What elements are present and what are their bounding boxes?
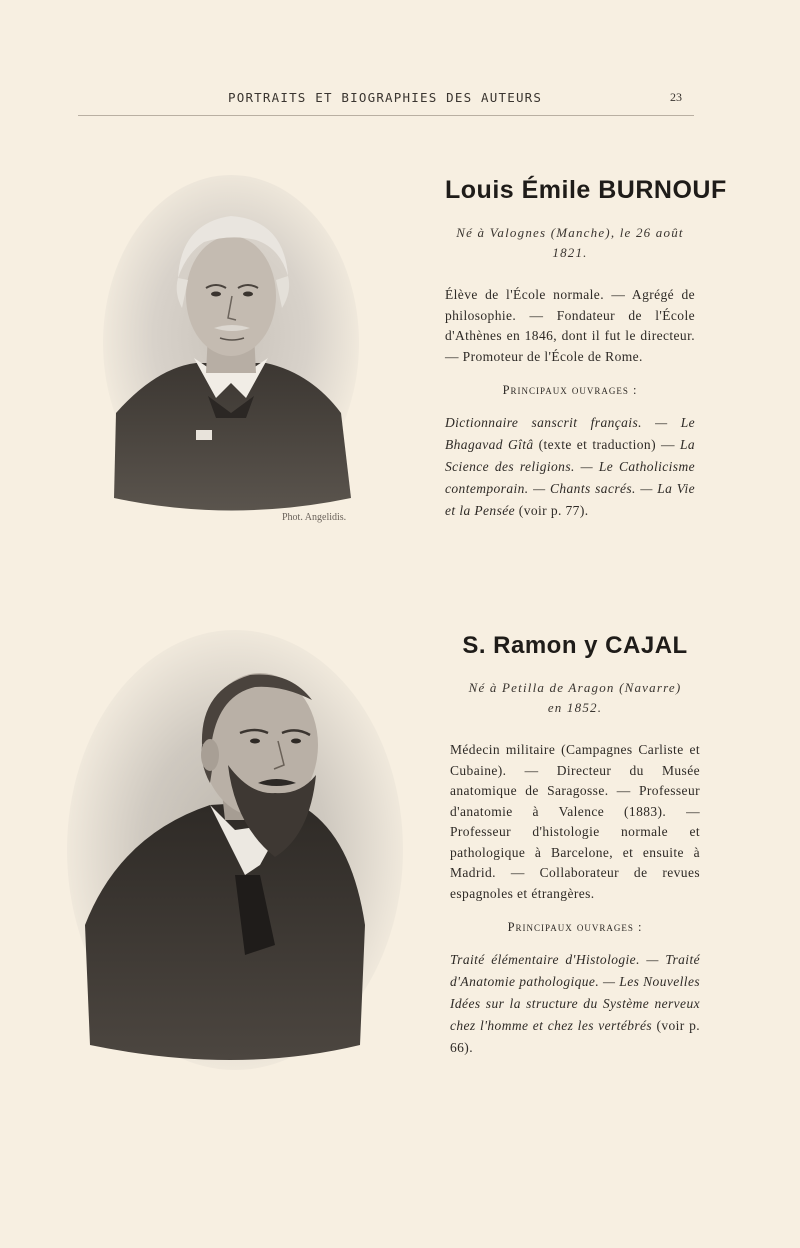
running-title: PORTRAITS ET BIOGRAPHIES DES AUTEURS: [228, 90, 543, 105]
works-heading: Principaux ouvrages :: [502, 383, 638, 397]
works-titles-2: La Science des religions. — Le Catholicisme contemporain. — Chants sacrés. — La Vie et la Pensée: [445, 437, 695, 518]
entry-burnouf: [445, 176, 727, 522]
works-heading: Principaux ouvrages :: [507, 920, 643, 934]
author-name: Louis Émile BURNOUF: [445, 176, 727, 204]
header-rule: [78, 115, 694, 116]
birth-line-2: en 1852.: [547, 700, 603, 715]
portrait-cajal: [60, 625, 410, 1085]
author-name: S. Ramon y CAJAL: [462, 632, 688, 659]
works-titles: Dictionnaire sanscrit français. — Le Bhagavad Gîtâ: [445, 415, 695, 452]
works-list: [445, 412, 695, 522]
entry-cajal: [450, 632, 700, 1059]
birth-line-1: Né à Petilla de Aragon (Navarre): [468, 680, 682, 695]
photo-credit: Phot. Angelidis.: [282, 512, 347, 523]
portrait-burnouf: [96, 168, 366, 518]
birth-info: Né à Valognes (Manche), le 26 août 1821.: [456, 225, 684, 260]
works-list: [450, 949, 700, 1059]
page-number: 23: [670, 90, 682, 104]
works-note: (texte et traduction) —: [533, 437, 680, 452]
works-page-ref: (voir p. 77).: [515, 503, 589, 518]
birth-info: [450, 678, 700, 718]
works-page-ref: (voir p. 66).: [450, 1018, 701, 1055]
biography: Médecin militaire (Campagnes Carliste et Cubaine). — Directeur du Musée anatomique de Saragosse. — Professeur d'anatomie à Valence (1883). — Professeur d'histologie normale et pathologique à Barcelone, et ensuite à Madrid. — Collaborateur de revues espagnoles et étrangères.: [450, 742, 700, 901]
biography: Élève de l'École normale. — Agrégé de philosophie. — Fondateur de l'École d'Athènes en 1846, dont il fut le directeur. — Promoteur de l'École de Rome.: [445, 287, 695, 364]
works-titles: Traité élémentaire d'Histologie. — Traité d'Anatomie pathologique. — Les Nouvelles Idées sur la structure du Système nerveux chez l'homme et chez les vertébrés: [450, 952, 700, 1033]
